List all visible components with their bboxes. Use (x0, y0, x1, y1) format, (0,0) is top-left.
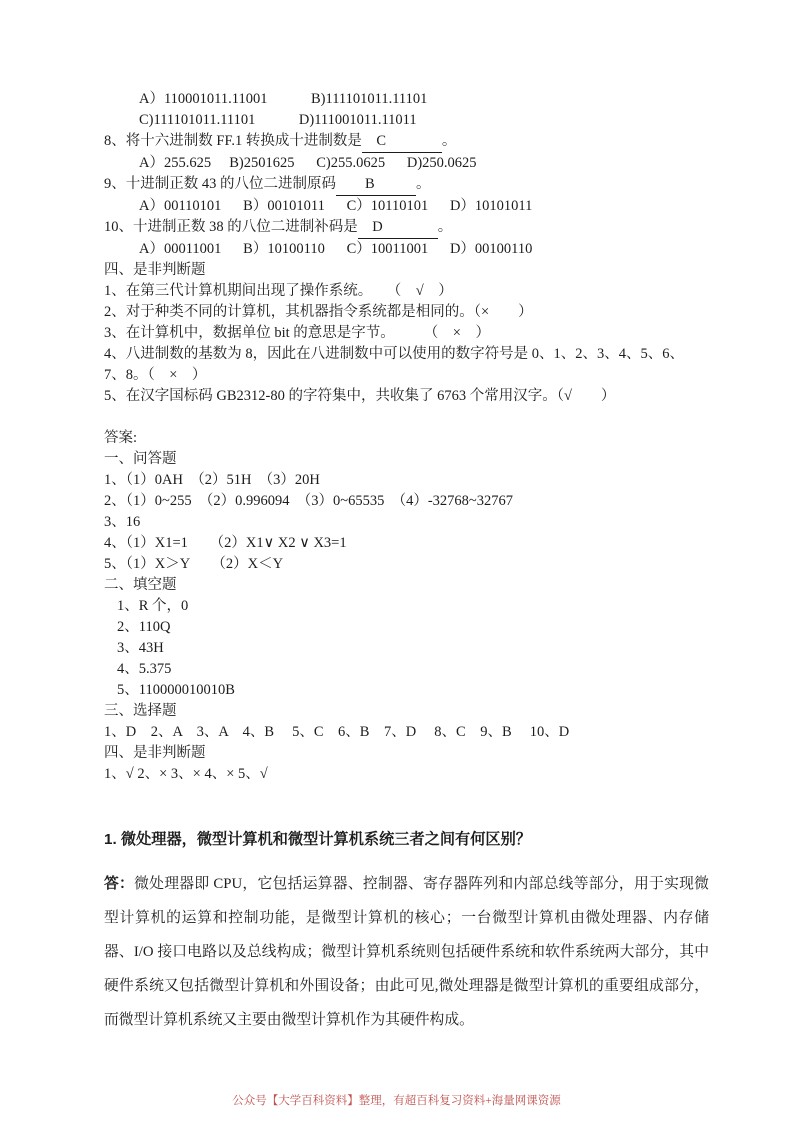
exam-line (104, 239, 709, 260)
exam-line (104, 344, 709, 365)
exam-line (104, 110, 709, 131)
line-text: A）00110101 B）00101011 C）10110101 D）10101011 (139, 198, 533, 214)
line-text: 5、（1）X＞Y （2）X＜Y (104, 556, 284, 572)
exam-line (104, 638, 709, 659)
line-text: 。 (441, 133, 457, 149)
exam-line (104, 407, 709, 428)
answer-blank: D (358, 217, 438, 239)
exam-line (104, 260, 709, 281)
exam-line (104, 596, 709, 617)
line-text: 三、选择题 (104, 703, 177, 719)
line-text: A）255.625 B)2501625 C)255.0625 D)250.0625 (139, 155, 477, 171)
exam-line (104, 722, 709, 743)
line-text: 。 (416, 176, 431, 192)
line-text: 二、填空题 (104, 577, 177, 593)
answer-paragraph (104, 867, 709, 1037)
line-text: C)111101011.11101 D)111001011.11011 (139, 112, 417, 128)
line-text: 2、对于种类不同的计算机，其机器指令系统都是相同的。（× ） (104, 304, 533, 320)
exam-line (104, 512, 709, 533)
line-text: A）00011001 B）10100110 C）10011001 D）00100110 (139, 241, 533, 257)
exam-line (104, 217, 709, 239)
line-text: 2、110Q (117, 619, 171, 635)
line-text: 四、是非判断题 (104, 745, 206, 761)
exam-line (104, 323, 709, 344)
exam-line (104, 365, 709, 386)
answer-label: 答： (104, 876, 135, 892)
line-text: 1、R 个，0 (117, 598, 189, 614)
line-text: 1、D 2、A 3、A 4、B 5、C 6、B 7、D 8、C 9、B 10、D (104, 724, 570, 740)
exam-line (104, 617, 709, 638)
exam-line (104, 196, 709, 217)
question-heading: 1. 微处理器，微型计算机和微型计算机系统三者之间有何区别？ (104, 831, 531, 848)
line-text: A）110001011.11001 B)111101011.11101 (139, 91, 428, 107)
line-text: 。 (437, 219, 453, 235)
line-text: 1、√ 2、× 3、× 4、× 5、√ (104, 766, 268, 782)
line-text: 2、（1）0~255 （2）0.996094 （3）0~65535 （4）-32768~32767 (104, 493, 513, 509)
line-text: 1、（1）0AH （2）51H （3）20H (104, 472, 320, 488)
exam-line (104, 533, 709, 554)
line-text: 5、110000010010B (117, 682, 235, 698)
line-text: 4、5.375 (117, 661, 172, 677)
exam-line (104, 659, 709, 680)
exam-line (104, 153, 709, 174)
exam-line (104, 491, 709, 512)
exam-line (104, 554, 709, 575)
exam-line (104, 428, 709, 449)
exam-line (104, 764, 709, 785)
exam-line (104, 302, 709, 323)
exam-line (104, 680, 709, 701)
line-text: 一、问答题 (104, 451, 177, 467)
exam-line (104, 470, 709, 491)
exam-line (104, 743, 709, 764)
exam-lines (104, 89, 709, 785)
line-text: 4、八进制数的基数为 8，因此在八进制数中可以使用的数字符号是 0、1、2、3、4、5、6、 (104, 346, 684, 362)
line-text: 答案: (104, 430, 138, 446)
line-text: 5、在汉字国标码 GB2312-80 的字符集中，共收集了 6763 个常用汉字。（√ ） (104, 388, 616, 404)
page-footer-note: 公众号【大学百科资料】整理，有超百科复习资料+海量网课资源 (232, 1095, 561, 1107)
exam-line (104, 386, 709, 407)
exam-line (104, 131, 709, 153)
line-text: 3、在计算机中，数据单位 bit 的意思是字节。 （ × ） (104, 325, 490, 341)
line-text: 4、（1）X1=1 （2）X1∨ X2 ∨ X3=1 (104, 535, 347, 551)
answer-blank: B (336, 174, 416, 196)
line-text: 1、在第三代计算机期间出现了操作系统。 （ √ ） (104, 283, 453, 299)
answer-blank: C (362, 131, 442, 153)
exam-line (104, 575, 709, 596)
line-text: 7、8。（ × ） (104, 367, 207, 383)
exam-line (104, 89, 709, 110)
line-text: 3、43H (117, 640, 164, 656)
exam-line (104, 281, 709, 302)
line-text: 3、16 (104, 514, 141, 530)
exam-line (104, 701, 709, 722)
line-text: 10、十进制正数 38 的八位二进制补码是 (104, 219, 358, 235)
exam-line (104, 174, 709, 196)
line-text: 四、是非判断题 (104, 262, 206, 278)
answer-body: 微处理器即 CPU，它包括运算器、控制器、寄存器阵列和内部总线等部分，用于实现微型计算机的运算和控制功能，是微型计算机的核心；一台微型计算机由微处理器、内存储器、I/O 接口电路以及总线构成；微型计算机系统则包括硬件系统和软件系统两大部分，其中硬件系统又包括微型计算机和外围设备；由此可见,微处理器是微型计算机的重要组成部分，而微型计算机系统又主要由微型计算机作为其硬件构成。 (104, 876, 709, 1028)
line-text: 8、将十六进制数 FF.1 转换成十进制数是 (104, 133, 362, 149)
exam-line (104, 449, 709, 470)
line-text: 9、十进制正数 43 的八位二进制原码 (104, 176, 336, 192)
